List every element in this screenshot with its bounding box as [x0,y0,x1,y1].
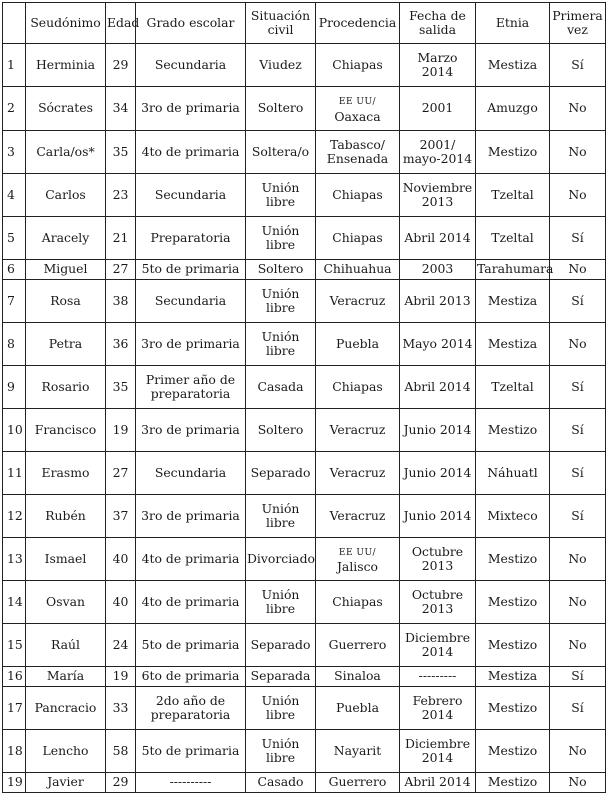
table-row [3,323,606,366]
cell-fecha-salida: Diciembre 2014 [400,624,476,667]
cell-primera-vez: Sí [550,366,606,409]
cell-procedencia: Tabasco/ Ensenada [316,131,400,174]
cell-seudonimo: Miguel [26,260,106,280]
cell-grado-escolar: 4to de primaria [136,131,246,174]
cell-grado-escolar: 5to de primaria [136,260,246,280]
cell-procedencia: Veracruz [316,280,400,323]
cell-primera-vez: Sí [550,667,606,687]
cell-number: 14 [3,581,26,624]
cell-situacion-civil: Unión libre [246,581,316,624]
cell-fecha-salida: Abril 2014 [400,773,476,793]
cell-seudonimo: Sócrates [26,87,106,131]
cell-situacion-civil: Unión libre [246,174,316,217]
cell-situacion-civil: Separada [246,667,316,687]
cell-number: 5 [3,217,26,260]
cell-situacion-civil: Separado [246,452,316,495]
cell-procedencia: Guerrero [316,624,400,667]
header-procedencia: Procedencia [316,3,400,44]
cell-seudonimo: Lencho [26,730,106,773]
cell-grado-escolar: 3ro de primaria [136,409,246,452]
table-row [3,667,606,687]
table-row [3,409,606,452]
cell-etnia: Mestiza [476,323,550,366]
cell-fecha-salida: Octubre 2013 [400,581,476,624]
cell-primera-vez: No [550,581,606,624]
cell-fecha-salida: Junio 2014 [400,495,476,538]
cell-primera-vez: Sí [550,495,606,538]
cell-situacion-civil: Casado [246,773,316,793]
cell-etnia: Mestizo [476,409,550,452]
table-row [3,217,606,260]
cell-situacion-civil: Unión libre [246,495,316,538]
cell-number: 3 [3,131,26,174]
cell-procedencia: Chiapas [316,44,400,87]
cell-edad: 21 [106,217,136,260]
cell-primera-vez: No [550,131,606,174]
cell-number: 1 [3,44,26,87]
cell-etnia: Mestizo [476,538,550,581]
cell-seudonimo: Ismael [26,538,106,581]
cell-situacion-civil: Separado [246,624,316,667]
cell-primera-vez: Sí [550,44,606,87]
cell-etnia: Mestiza [476,44,550,87]
cell-etnia: Mixteco [476,495,550,538]
cell-edad: 58 [106,730,136,773]
header-row [3,3,606,44]
table-row [3,131,606,174]
cell-etnia: Mestiza [476,280,550,323]
cell-number: 18 [3,730,26,773]
cell-grado-escolar: Secundaria [136,452,246,495]
cell-primera-vez: Sí [550,452,606,495]
cell-number: 19 [3,773,26,793]
cell-etnia: Tzeltal [476,366,550,409]
cell-primera-vez: No [550,87,606,131]
cell-edad: 38 [106,280,136,323]
cell-etnia: Mestizo [476,131,550,174]
cell-fecha-salida: --------- [400,667,476,687]
cell-number: 8 [3,323,26,366]
cell-edad: 40 [106,538,136,581]
cell-seudonimo: Rosario [26,366,106,409]
cell-situacion-civil: Soltera/o [246,131,316,174]
cell-seudonimo: Pancracio [26,687,106,730]
cell-grado-escolar: 2do año de preparatoria [136,687,246,730]
cell-number: 9 [3,366,26,409]
cell-situacion-civil: Unión libre [246,687,316,730]
cell-etnia: Tzeltal [476,217,550,260]
country-abbreviation: EE UU/ [338,547,377,558]
cell-procedencia: Chihuahua [316,260,400,280]
cell-procedencia: Guerrero [316,773,400,793]
table-row [3,87,606,131]
cell-edad: 23 [106,174,136,217]
cell-seudonimo: Osvan [26,581,106,624]
cell-seudonimo: Petra [26,323,106,366]
cell-number: 12 [3,495,26,538]
procedencia-state: Jalisco [336,559,379,574]
cell-etnia: Mestizo [476,687,550,730]
cell-grado-escolar: Secundaria [136,174,246,217]
cell-seudonimo: Rosa [26,280,106,323]
cell-edad: 35 [106,366,136,409]
cell-primera-vez: Sí [550,217,606,260]
cell-edad: 27 [106,452,136,495]
cell-seudonimo: Carlos [26,174,106,217]
cell-grado-escolar: 3ro de primaria [136,87,246,131]
header-situacion-civil: Situación civil [246,3,316,44]
cell-fecha-salida: Junio 2014 [400,452,476,495]
header-primera-vez: Primera vez [550,3,606,44]
cell-situacion-civil: Soltero [246,87,316,131]
cell-grado-escolar: 4to de primaria [136,538,246,581]
cell-seudonimo: Javier [26,773,106,793]
cell-situacion-civil: Soltero [246,409,316,452]
cell-seudonimo: Raúl [26,624,106,667]
table-row [3,773,606,793]
cell-procedencia [316,87,400,131]
cell-fecha-salida: Octubre 2013 [400,538,476,581]
cell-grado-escolar: Secundaria [136,280,246,323]
cell-fecha-salida: Junio 2014 [400,409,476,452]
cell-grado-escolar: 6to de primaria [136,667,246,687]
cell-edad: 35 [106,131,136,174]
cell-seudonimo: Aracely [26,217,106,260]
cell-edad: 19 [106,409,136,452]
cell-number: 11 [3,452,26,495]
cell-procedencia: Veracruz [316,409,400,452]
cell-grado-escolar: Preparatoria [136,217,246,260]
cell-procedencia: Veracruz [316,495,400,538]
cell-situacion-civil: Viudez [246,44,316,87]
cell-seudonimo: Carla/os* [26,131,106,174]
cell-grado-escolar: Primer año de preparatoria [136,366,246,409]
cell-number: 7 [3,280,26,323]
cell-grado-escolar: 5to de primaria [136,730,246,773]
cell-etnia: Tarahumara [476,260,550,280]
cell-edad: 29 [106,773,136,793]
table-row [3,280,606,323]
cell-grado-escolar: ---------- [136,773,246,793]
cell-situacion-civil: Divorciado [246,538,316,581]
procedencia-state: Oaxaca [334,108,381,124]
table-row [3,174,606,217]
cell-number: 4 [3,174,26,217]
cell-procedencia: Chiapas [316,174,400,217]
cell-grado-escolar: 3ro de primaria [136,323,246,366]
cell-fecha-salida: Abril 2013 [400,280,476,323]
table-row [3,581,606,624]
cell-fecha-salida: Mayo 2014 [400,323,476,366]
header-seudonimo: Seudónimo [26,3,106,44]
cell-fecha-salida: 2001 [400,87,476,131]
cell-primera-vez: No [550,260,606,280]
participants-table [2,2,606,793]
cell-edad: 34 [106,87,136,131]
cell-situacion-civil: Casada [246,366,316,409]
table-row [3,730,606,773]
cell-number: 15 [3,624,26,667]
table-row [3,260,606,280]
header-number [3,3,26,44]
cell-primera-vez: No [550,773,606,793]
cell-etnia: Mestizo [476,581,550,624]
cell-seudonimo: Herminia [26,44,106,87]
cell-situacion-civil: Unión libre [246,323,316,366]
cell-etnia: Tzeltal [476,174,550,217]
cell-edad: 40 [106,581,136,624]
table-row [3,44,606,87]
cell-grado-escolar: Secundaria [136,44,246,87]
cell-procedencia: Puebla [316,323,400,366]
cell-edad: 36 [106,323,136,366]
cell-situacion-civil: Unión libre [246,280,316,323]
cell-etnia: Amuzgo [476,87,550,131]
cell-situacion-civil: Soltero [246,260,316,280]
cell-procedencia: Veracruz [316,452,400,495]
cell-primera-vez: No [550,538,606,581]
cell-etnia: Mestizo [476,624,550,667]
cell-grado-escolar: 5to de primaria [136,624,246,667]
cell-procedencia: Chiapas [316,366,400,409]
header-edad: Edad [106,3,136,44]
cell-procedencia [316,538,400,581]
cell-grado-escolar: 4to de primaria [136,581,246,624]
table-row [3,687,606,730]
cell-procedencia: Puebla [316,687,400,730]
cell-edad: 33 [106,687,136,730]
cell-edad: 27 [106,260,136,280]
cell-etnia: Mestizo [476,773,550,793]
cell-edad: 24 [106,624,136,667]
cell-etnia: Mestizo [476,730,550,773]
cell-fecha-salida: 2001/ mayo-2014 [400,131,476,174]
cell-etnia: Náhuatl [476,452,550,495]
cell-grado-escolar: 3ro de primaria [136,495,246,538]
cell-number: 6 [3,260,26,280]
table-row [3,495,606,538]
cell-edad: 19 [106,667,136,687]
cell-situacion-civil: Unión libre [246,217,316,260]
cell-fecha-salida: Diciembre 2014 [400,730,476,773]
cell-number: 10 [3,409,26,452]
table-row [3,538,606,581]
cell-primera-vez: No [550,174,606,217]
cell-fecha-salida: Abril 2014 [400,217,476,260]
cell-seudonimo: Rubén [26,495,106,538]
table-row [3,624,606,667]
cell-seudonimo: Francisco [26,409,106,452]
cell-fecha-salida: Abril 2014 [400,366,476,409]
cell-primera-vez: No [550,624,606,667]
cell-number: 16 [3,667,26,687]
cell-primera-vez: No [550,730,606,773]
cell-procedencia: Chiapas [316,217,400,260]
country-abbreviation: EE UU/ [338,97,377,107]
cell-primera-vez: Sí [550,280,606,323]
cell-edad: 29 [106,44,136,87]
table-row [3,452,606,495]
cell-fecha-salida: Febrero 2014 [400,687,476,730]
cell-number: 2 [3,87,26,131]
cell-primera-vez: Sí [550,687,606,730]
cell-primera-vez: Sí [550,409,606,452]
cell-seudonimo: María [26,667,106,687]
cell-primera-vez: No [550,323,606,366]
cell-fecha-salida: Noviembre 2013 [400,174,476,217]
cell-situacion-civil: Unión libre [246,730,316,773]
cell-fecha-salida: Marzo 2014 [400,44,476,87]
cell-procedencia: Chiapas [316,581,400,624]
header-grado-escolar: Grado escolar [136,3,246,44]
cell-etnia: Mestiza [476,667,550,687]
cell-procedencia: Sinaloa [316,667,400,687]
cell-seudonimo: Erasmo [26,452,106,495]
table-row [3,366,606,409]
cell-number: 17 [3,687,26,730]
cell-edad: 37 [106,495,136,538]
header-etnia: Etnia [476,3,550,44]
cell-fecha-salida: 2003 [400,260,476,280]
cell-number: 13 [3,538,26,581]
cell-procedencia: Nayarit [316,730,400,773]
header-fecha-salida: Fecha de salida [400,3,476,44]
